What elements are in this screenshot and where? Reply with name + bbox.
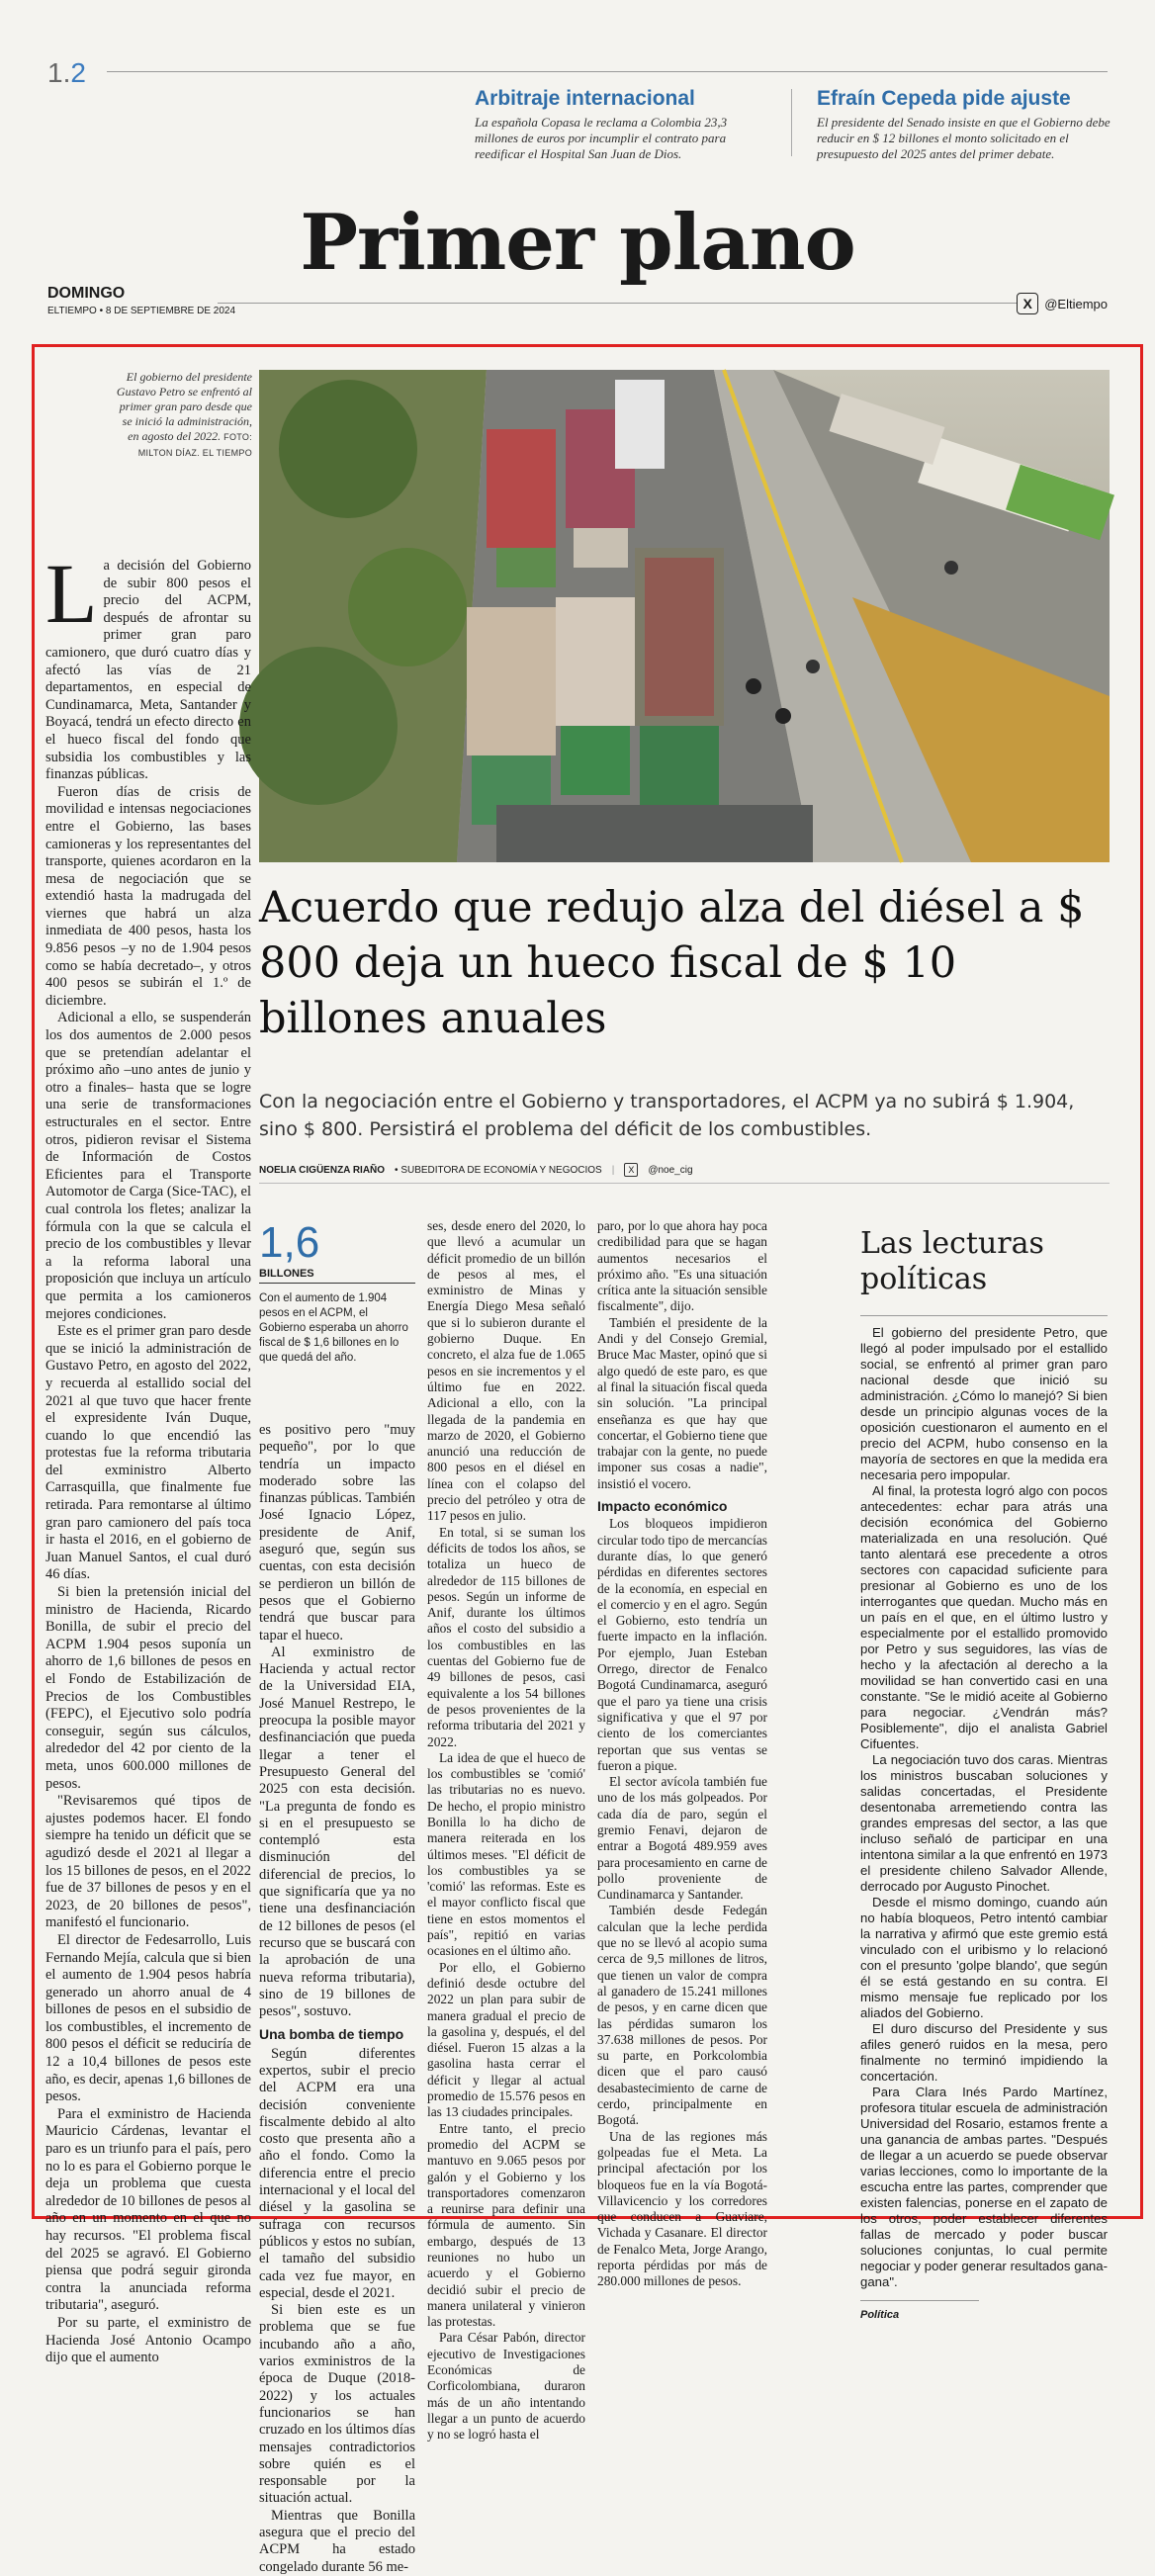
caption-text: El gobierno del presidente Gustavo Petro se enfrentó al primer gran paro desde que se inició la administración, en agosto del 2022. bbox=[116, 370, 252, 443]
sidebar-rule bbox=[860, 1315, 1108, 1316]
article-paragraph: Los bloqueos impidieron circular todo tipo de mercancías durante días, lo que generó pérdidas en diferentes sectores de la economía, en especial en el comercio y en el agro. Según el Gobierno, esto tendría un fuerte impacto en la inflación. Por ejemplo, Juan Esteban Orrego, director de Fenalco Bogotá Cundinamarca, aseguró que el paro ya tiene una crisis significativa y que el 97 por ciento de los comerciantes reportan que sus ventas se fueron a pique. bbox=[597, 1516, 767, 1773]
teaser-arbitraje[interactable] bbox=[475, 87, 771, 162]
stat-unit: BILLONES bbox=[259, 1268, 415, 1284]
article-paragraph: Una de las regiones más golpeadas fue el Meta. La principal afectación por los bloqueos fue en la vía Bogotá-Villavicencio y los corredores que conducen a Guaviare, Vichada y Casanare. El director de Fenalco Meta, Jorge Arango, reporta pérdidas por más de 280.000 millones de pesos. bbox=[597, 2128, 767, 2289]
article-column-2 bbox=[259, 1422, 415, 2576]
article-paragraph: Mientras que Bonilla asegura que el precio del ACPM ha estado congelado durante 56 me- bbox=[259, 2507, 415, 2575]
date-rule bbox=[218, 303, 1017, 304]
article-deck: Con la negociación entre el Gobierno y transportadores, el ACPM ya no subirá $ 1.904, sino $ 800. Persistirá el problema del déficit de los combustibles. bbox=[259, 1091, 1075, 1140]
article-paragraph: Fueron días de crisis de movilidad e intensas negociaciones entre el Gobierno, las bases camioneras y los representantes del transporte, quienes acordaron en la mesa de negociación que se extendió hasta la madrugada del viernes que habrá un alza inmediata de 400 pesos, hasta los 9.856 pesos –y no de 1.904 pesos como se había decretado–, y otros 400 pesos se subirán el 1.º de diciembre. bbox=[45, 783, 251, 1009]
sidebar-column bbox=[860, 1325, 1108, 2323]
top-rule bbox=[107, 71, 1108, 72]
article-paragraph: Entre tanto, el precio promedio del ACPM se mantuvo en 9.065 pesos por galón y el Gobierno y los transportadores comenzaron a reunirse para definir una fórmula de aumento. Sin embargo, después de 13 reuniones no hubo un acuerdo y el Gobierno decidió subir el precio de manera unilateral y vinieron las protestas. bbox=[427, 2120, 585, 2330]
article-paragraph: En total, si se suman los déficits de todos los años, se totaliza un hueco de alrededor de 115 billones de pesos. Según un informe de Anif, durante los últimos años el costo del subsidio a los combustibles en las cuentas del Gobierno fue de 49 billones de pesos, casi equivalente a los 54 billones de pesos provenientes de la reforma tributaria del 2021 y 2022. bbox=[427, 1524, 585, 1749]
article-paragraph: Para César Pabón, director ejecutivo de Investigaciones Económicas de Corficolombiana, duraron más de un año intentando llegar a un punto de acuerdo y no se logró hasta el bbox=[427, 2330, 585, 2443]
sidebar-paragraph: Al final, la protesta logró algo con pocos antecedentes: echar para atrás una decisión económica del Gobierno materializada en una resolución. Qué tanto alentará ese precedente a otros sectores con capacidad suficiente para presionar al Gobierno es uno de los interrogantes que quedan. Mucho más en un país en el que, en el último lustro y especialmente por el estallido promovido por Petro y sus seguidores, las vías de hecho y la afectación al derecho a la movilidad se han convertido casi en una constante. "Se le midió aceite al Gobierno para negociar. ¿Vendrán más? Posiblemente", dijo el analista Gabriel Cifuentes. bbox=[860, 1483, 1108, 1751]
author-role: • SUBEDITORA DE ECONOMÍA Y NEGOCIOS bbox=[395, 1164, 602, 1176]
x-logo-icon: X bbox=[1017, 293, 1038, 314]
subheading: Una bomba de tiempo bbox=[259, 2026, 404, 2043]
dateline bbox=[47, 285, 235, 316]
drop-cap: L bbox=[45, 546, 98, 641]
teaser-text: El presidente del Senado insiste en que el Gobierno debe reducir en $ 12 billones el monto solicitado en el presupuesto del 2025 antes del primer debate. bbox=[817, 115, 1111, 161]
article-paragraph: Según diferentes expertos, subir el precio del ACPM era una decisión conveniente fiscalmente debido al alto costo que presenta año a año el fondo. Como la diferencia entre el precio internacional y el local del diésel y la gasolina se sufraga con recursos públicos y estos no subían, el tamaño del subsidio cada vez fue mayor, en especial, desde el 2021. bbox=[259, 2045, 415, 2301]
article-headline: Acuerdo que redujo alza del diésel a $ 800 deja un hueco fiscal de $ 10 billones anuales bbox=[259, 883, 1085, 1043]
article-paragraph: es positivo pero "muy pequeño", por lo que tendría un impacto moderado sobre las finanzas públicas. También José Ignacio López, presidente de Anif, aseguró que, según sus cuentas, con esta decisión se perdieron un billón de pesos que el Gobierno tendrá que buscar para tapar el hueco. bbox=[259, 1422, 415, 1643]
article-paragraph: Al exministro de Hacienda y actual rector de la Universidad EIA, José Manuel Restrepo, le preocupa la posible mayor desfinanciación que pueda llegar a tener el Presupuesto General del 2025 con esta decisión. "La pregunta de fondo es si en el presupuesto se contempló esta disminución del diferencial de precios, lo que significaría que ya no tiene una desfinanciación de 12 billones de pesos (el recurso que se buscará con la aprobación de una nueva reforma tributaria), sino de 19 billones de pesos", sostuvo. bbox=[259, 1643, 415, 2020]
truck-blockade-photo bbox=[259, 370, 1110, 862]
article-photo bbox=[259, 370, 1110, 862]
article-paragraph: Para el exministro de Hacienda Mauricio Cárdenas, levantar el paro es un triunfo para el país, pero no lo es para el Gobierno porque le deja un problema que cuesta alrededor de 10 billones de pesos al año en un momento en el que no hay recursos. "El problema fiscal del 2025 se agravó. El Gobierno piensa que podrá seguir gironda contra la anunciada reforma tributaria", aseguró. bbox=[45, 2105, 251, 2314]
photo-credit: FOTO: MILTON DÍAZ. EL TIEMPO bbox=[137, 432, 252, 458]
teaser-cepeda[interactable] bbox=[817, 87, 1113, 162]
social-handle-text: @Eltiempo bbox=[1044, 296, 1108, 311]
stat-box bbox=[259, 1218, 415, 1366]
sidebar-paragraph: El gobierno del presidente Petro, que llegó al poder impulsado por el estallido social, se enfrentó al primer gran paro nacional desde que inició su administración. ¿Cómo lo manejó? Si bien desde un principio algunas voces de la oposición cuestionaron el aumento en el precio del ACPM, hubo consenso en la mayoría de sectores en que la medida era necesaria pero impopular. bbox=[860, 1325, 1108, 1482]
x-logo-icon: X bbox=[624, 1163, 638, 1177]
sidebar-paragraph: Para Clara Inés Pardo Martínez, profesora titular escuela de administración Universidad del Rosario, estamos frente a una ganancia de ambas partes. "Después de llegar a un acuerdo se puede observar varias lecciones, como lo importante de la escucha entre las partes, comprender que existen falencias, ponerse en el zapato de los otros, poder establecer diferentes fallas de mercado y poder buscar soluciones conjuntas, lo cual permite negociar y poder generar resultados gana-gana". bbox=[860, 2085, 1108, 2289]
stat-description: Con el aumento de 1.904 pesos en el ACPM, el Gobierno esperaba un ahorro fiscal de $ 1,6 billones en lo que quedá del año. bbox=[259, 1292, 408, 1364]
sidebar-paragraph: El duro discurso del Presidente y sus afiles generó ruidos en la mesa, pero finalmente no terminó impidiendo la concertación. bbox=[860, 2021, 1108, 2084]
article-paragraph: La decisión del Gobierno de subir 800 pesos el precio del ACPM, después de afrontar su primer gran paro camionero, que duró cuatro días y afectó las vías de 21 departamentos, en especial de Cundinamarca, Meta, Santander y Boyacá, tendrá un efecto directo en el hueco fiscal del fondo que subsidia los combustibles y las finanzas públicas. bbox=[45, 546, 251, 783]
article-paragraph: También el presidente de la Andi y del Consejo Gremial, Bruce Mac Master, opinó que si algo quedó de este paro, es que al final la situación fiscal queda sin solución. "La principal enseñanza es que hay que concertar, el Gobierno tiene que trabajar con la gente, no puede imponer sus cosas a nadie", insistió el vocero. bbox=[597, 1314, 767, 1491]
teaser-title: Efraín Cepeda pide ajuste bbox=[817, 87, 1071, 110]
teaser-separator bbox=[791, 89, 792, 156]
subheading: Impacto económico bbox=[597, 1498, 728, 1515]
article-paragraph: Si bien la pretensión inicial del ministro de Hacienda, Ricardo Bonilla, de subir el precio del ACPM 1.904 pesos suponía un ahorro de 1,6 billones de pesos en el Fondo de Estabilización de Precios de los Combustibles (FEPC), el Ejecutivo solo podría conseguir, según sus cálculos, alrededor del 42 por ciento de la meta, unos 600.000 millones de pesos. bbox=[45, 1584, 251, 1792]
section-title: Primer plano bbox=[300, 198, 855, 288]
photo-caption bbox=[109, 370, 252, 461]
article-column-4 bbox=[597, 1218, 767, 2290]
author-name: NOELIA CIGÜENZA RIAÑO bbox=[259, 1164, 386, 1176]
article-paragraph: El director de Fedesarrollo, Luis Fernando Mejía, calcula que si bien el aumento de 1.904 pesos habría generado un ahorro anual de 4 billones de pesos en el subsidio de los combustibles, el incremento de 800 pesos el déficit se reduciría de 12 a 10,4 billones de pesos este año, es decir, apenas 1,6 billones de pesos. bbox=[45, 1931, 251, 2105]
article-paragraph: Por ello, el Gobierno definió desde octubre del 2022 un plan para subir de manera gradual el precio de la gasolina y, después, el del diésel. Fueron 15 alzas a la gasolina hasta cerrar el déficit y llegar al actual promedio de 15.576 pesos en las 13 ciudades principales. bbox=[427, 1959, 585, 2120]
article-paragraph: Este es el primer gran paro desde que se inició la administración de Gustavo Petro, en agosto del 2022, y recuerda al estallido social del 2021 al que tuvo que hacer frente el expresidente Iván Duque, cuando lo que encendió las protestas fue la reforma tributaria del exministro Alberto Carrasquilla, que finalmente fue retirada. Para remontarse al último gran paro camionero del país toca ir hasta el 2016, en el gobierno de Juan Manuel Santos, el cual duró 46 días. bbox=[45, 1323, 251, 1583]
sidebar-paragraph: La negociación tuvo dos caras. Mientras los ministros buscaban soluciones y salidas concertadas, el Presidente desentonaba arremetiendo contra las grandes empresas del sector, a las que incluso señaló de participar en una intentona similar a la que enfrentó en 1973 el presidente chileno Salvador Allende, derrocado por Augusto Pinochet. bbox=[860, 1752, 1109, 1894]
stat-value: 1,6 bbox=[259, 1218, 320, 1267]
article-paragraph: ses, desde enero del 2020, lo que llevó a acumular un déficit promedio de un billón de pesos al mes, el exministro de Minas y Energía Diego Mesa señaló que si lo subieron durante el gobierno Duque. En concreto, el alza fue de 1.065 pesos en sie incrementos y el último fue en 2022. Adicional a ello, con la llegada de la pandemia en marzo de 2020, el Gobierno anunció una reducción de 800 pesos en el diésel en línea con el colapso del precio del petróleo y otra de 117 pesos en julio. bbox=[427, 1218, 585, 1524]
section-tag[interactable]: Política bbox=[860, 2300, 979, 2323]
article-paragraph: El sector avícola también fue uno de los más golpeados. Por cada día de paro, según el gremio Fenavi, dejaron de entrar a Bogotá 489.959 aves para procesamiento en carne de pollo proveniente de Cundinamarca y Santander. bbox=[597, 1774, 767, 1903]
article-paragraph: "Revisaremos qué tipos de ajustes podemos hacer. El fondo siempre ha tenido un déficit que se agudizó desde el 2021 al llegar a los 15 billones de pesos, en el 2022 fue de 37 billones de pesos y en el 2023, de 20 billones de pesos", manifestó el funcionario. bbox=[45, 1793, 251, 1931]
sidebar-title: Las lecturas políticas bbox=[860, 1226, 1044, 1296]
teaser-title: Arbitraje internacional bbox=[475, 87, 695, 110]
teaser-text: La española Copasa le reclama a Colombia 23,3 millones de euros por incumplir el contrato para reedificar el Hospital San Juan de Dios. bbox=[475, 115, 728, 161]
author-handle[interactable]: @noe_cig bbox=[648, 1164, 693, 1176]
article-paragraph: Adicional a ello, se suspenderán los dos aumentos de 2.000 pesos que se pretendían adelantar el próximo año –uno antes de junio y otro a finales– hasta que se logre una serie de transformaciones estructurales en el sector. Entre otros, pidieron revisar el Sistema de Información de Costos Eficientes para el Transporte Automotor de Carga (Sice-TAC), el cual controla los fletes; analizar la fórmula con la que se calcula el precio de los combustibles y llevar a la reforma laboral una proposición que incluya un artículo que permita a los camioneros mejores condiciones. bbox=[45, 1010, 251, 1322]
article-paragraph: La idea de que el hueco de los combustibles se 'comió' las tributarias no es nuevo. De hecho, el propio ministro Bonilla lo ha dicho de manera reiterada en los últimos meses. "El déficit de los combustibles ya se 'comió' las reformas. Este es el mayor conflicto fiscal que tiene en estos momentos el país", repitió en varias ocasiones en el último año. bbox=[427, 1749, 585, 1959]
date-label: ELTIEMPO • 8 DE SEPTIEMBRE DE 2024 bbox=[47, 306, 236, 316]
article-paragraph: También desde Fedegán calculan que la leche perdida que no se llevó al acopio suma cerca de 9,5 millones de litros, que tienen un valor de compra al ganadero de 15.241 millones de pesos, y en carne dicen que las pérdidas sumaron los 37.638 millones de pesos. Por su parte, en Porkcolombia dicen que el paro causó desabastecimiento de carne de cerdo, principalmente en Bogotá. bbox=[597, 1903, 767, 2128]
article-paragraph: Si bien este es un problema que se fue incubando año a año, varios exministros de la época de Duque (2018-2022) y los actuales funcionarios se han cruzado en los últimos días mensajes contradictorios sobre quién es el responsable por la situación actual. bbox=[259, 2302, 415, 2507]
article-column-1 bbox=[45, 546, 251, 2367]
byline: NOELIA CIGÜENZA RIAÑO • SUBEDITORA DE ECONOMÍA Y NEGOCIOS | X @noe_cig bbox=[259, 1163, 1110, 1184]
article-paragraph: Por su parte, el exministro de Hacienda José Antonio Ocampo dijo que el aumento bbox=[45, 2314, 251, 2366]
sidebar-paragraph: Desde el mismo domingo, cuando aún no había bloqueos, Petro intentó cambiar la narrativa y afirmó que este gremio está vinculado con el uribismo y lo relacionó con el presunto 'golpe blando', que según él se está gestando en su contra. El mismo mensaje fue replicado por los aliados del Gobierno. bbox=[860, 1895, 1108, 2020]
page-number: 1.2 bbox=[47, 57, 86, 88]
article-paragraph: paro, por lo que ahora hay poca credibilidad para que se hagan aumentos necesarios el próximo año. "Es una situación crítica ante la situación sensible fiscalmente", dijo. bbox=[597, 1218, 767, 1314]
day-label: DOMINGO bbox=[47, 285, 126, 302]
article-column-3 bbox=[427, 1218, 585, 2443]
social-handle[interactable] bbox=[1017, 293, 1108, 314]
